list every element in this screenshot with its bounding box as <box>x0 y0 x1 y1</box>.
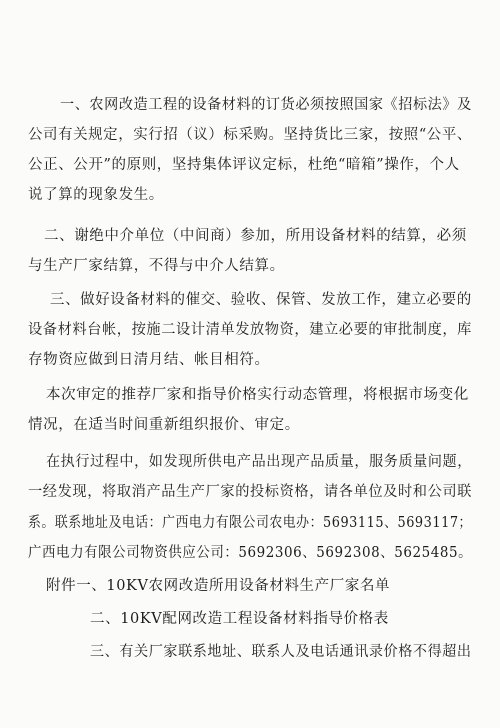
attachment-3: 三、有关厂家联系地址、联系人及电话通讯录价格不得超出 <box>90 644 472 660</box>
paragraph-5-line-1: 在执行过程中，如发现所供电产品出现产品质量，服务质量问题， <box>46 454 472 470</box>
paragraph-3-line-1: 三、做好设备材料的催交、验收、保管、发放工作，建立必要的 <box>50 292 472 308</box>
paragraph-5-line-2: 一经发现，将取消产品生产厂家的投标资格，请各单位及时和公司联 <box>28 484 472 500</box>
paragraph-4-line-1: 本次审定的推荐厂家和指导价格实行动态管理，将根据市场变化 <box>46 387 469 403</box>
paragraph-1-line-3: 公正、公开”的原则，坚持集体评议定标，杜绝“暗箱”操作，个人 <box>28 157 460 173</box>
paragraph-1-line-4: 说了算的现象发生。 <box>28 187 164 203</box>
attachment-1: 附件一、10KV农网改造所用设备材料生产厂家名单 <box>46 578 391 594</box>
paragraph-1-line-2: 公司有关规定，实行招（议）标采购。坚持货比三家，按照“公平、 <box>28 127 472 143</box>
paragraph-3-line-2: 设备材料台帐，按施二设计清单发放物资，建立必要的审批制度，库 <box>28 322 472 338</box>
paragraph-5-line-3: 系。联系地址及电话：广西电力有限公司农电办：5693115、5693117； <box>28 515 472 531</box>
paragraph-5-line-4: 广西电力有限公司物资供应公司：5692306、5692308、5625485。 <box>28 545 473 561</box>
paragraph-1-line-1: 一、农网改造工程的设备材料的订货必须按照国家《招标法》及 <box>60 97 472 113</box>
paragraph-3-line-3: 存物资应做到日清月结、帐目相符。 <box>28 352 270 368</box>
paragraph-2-line-1: 二、谢绝中介单位（中间商）参加，所用设备材料的结算，必须 <box>44 228 467 244</box>
attachment-2: 二、10KV配网改造工程设备材料指导价格表 <box>90 611 389 627</box>
paragraph-4-line-2: 情况，在适当时间重新组织报价、审定。 <box>28 417 300 433</box>
paragraph-2-line-2: 与生产厂家结算，不得与中介人结算。 <box>28 258 285 274</box>
